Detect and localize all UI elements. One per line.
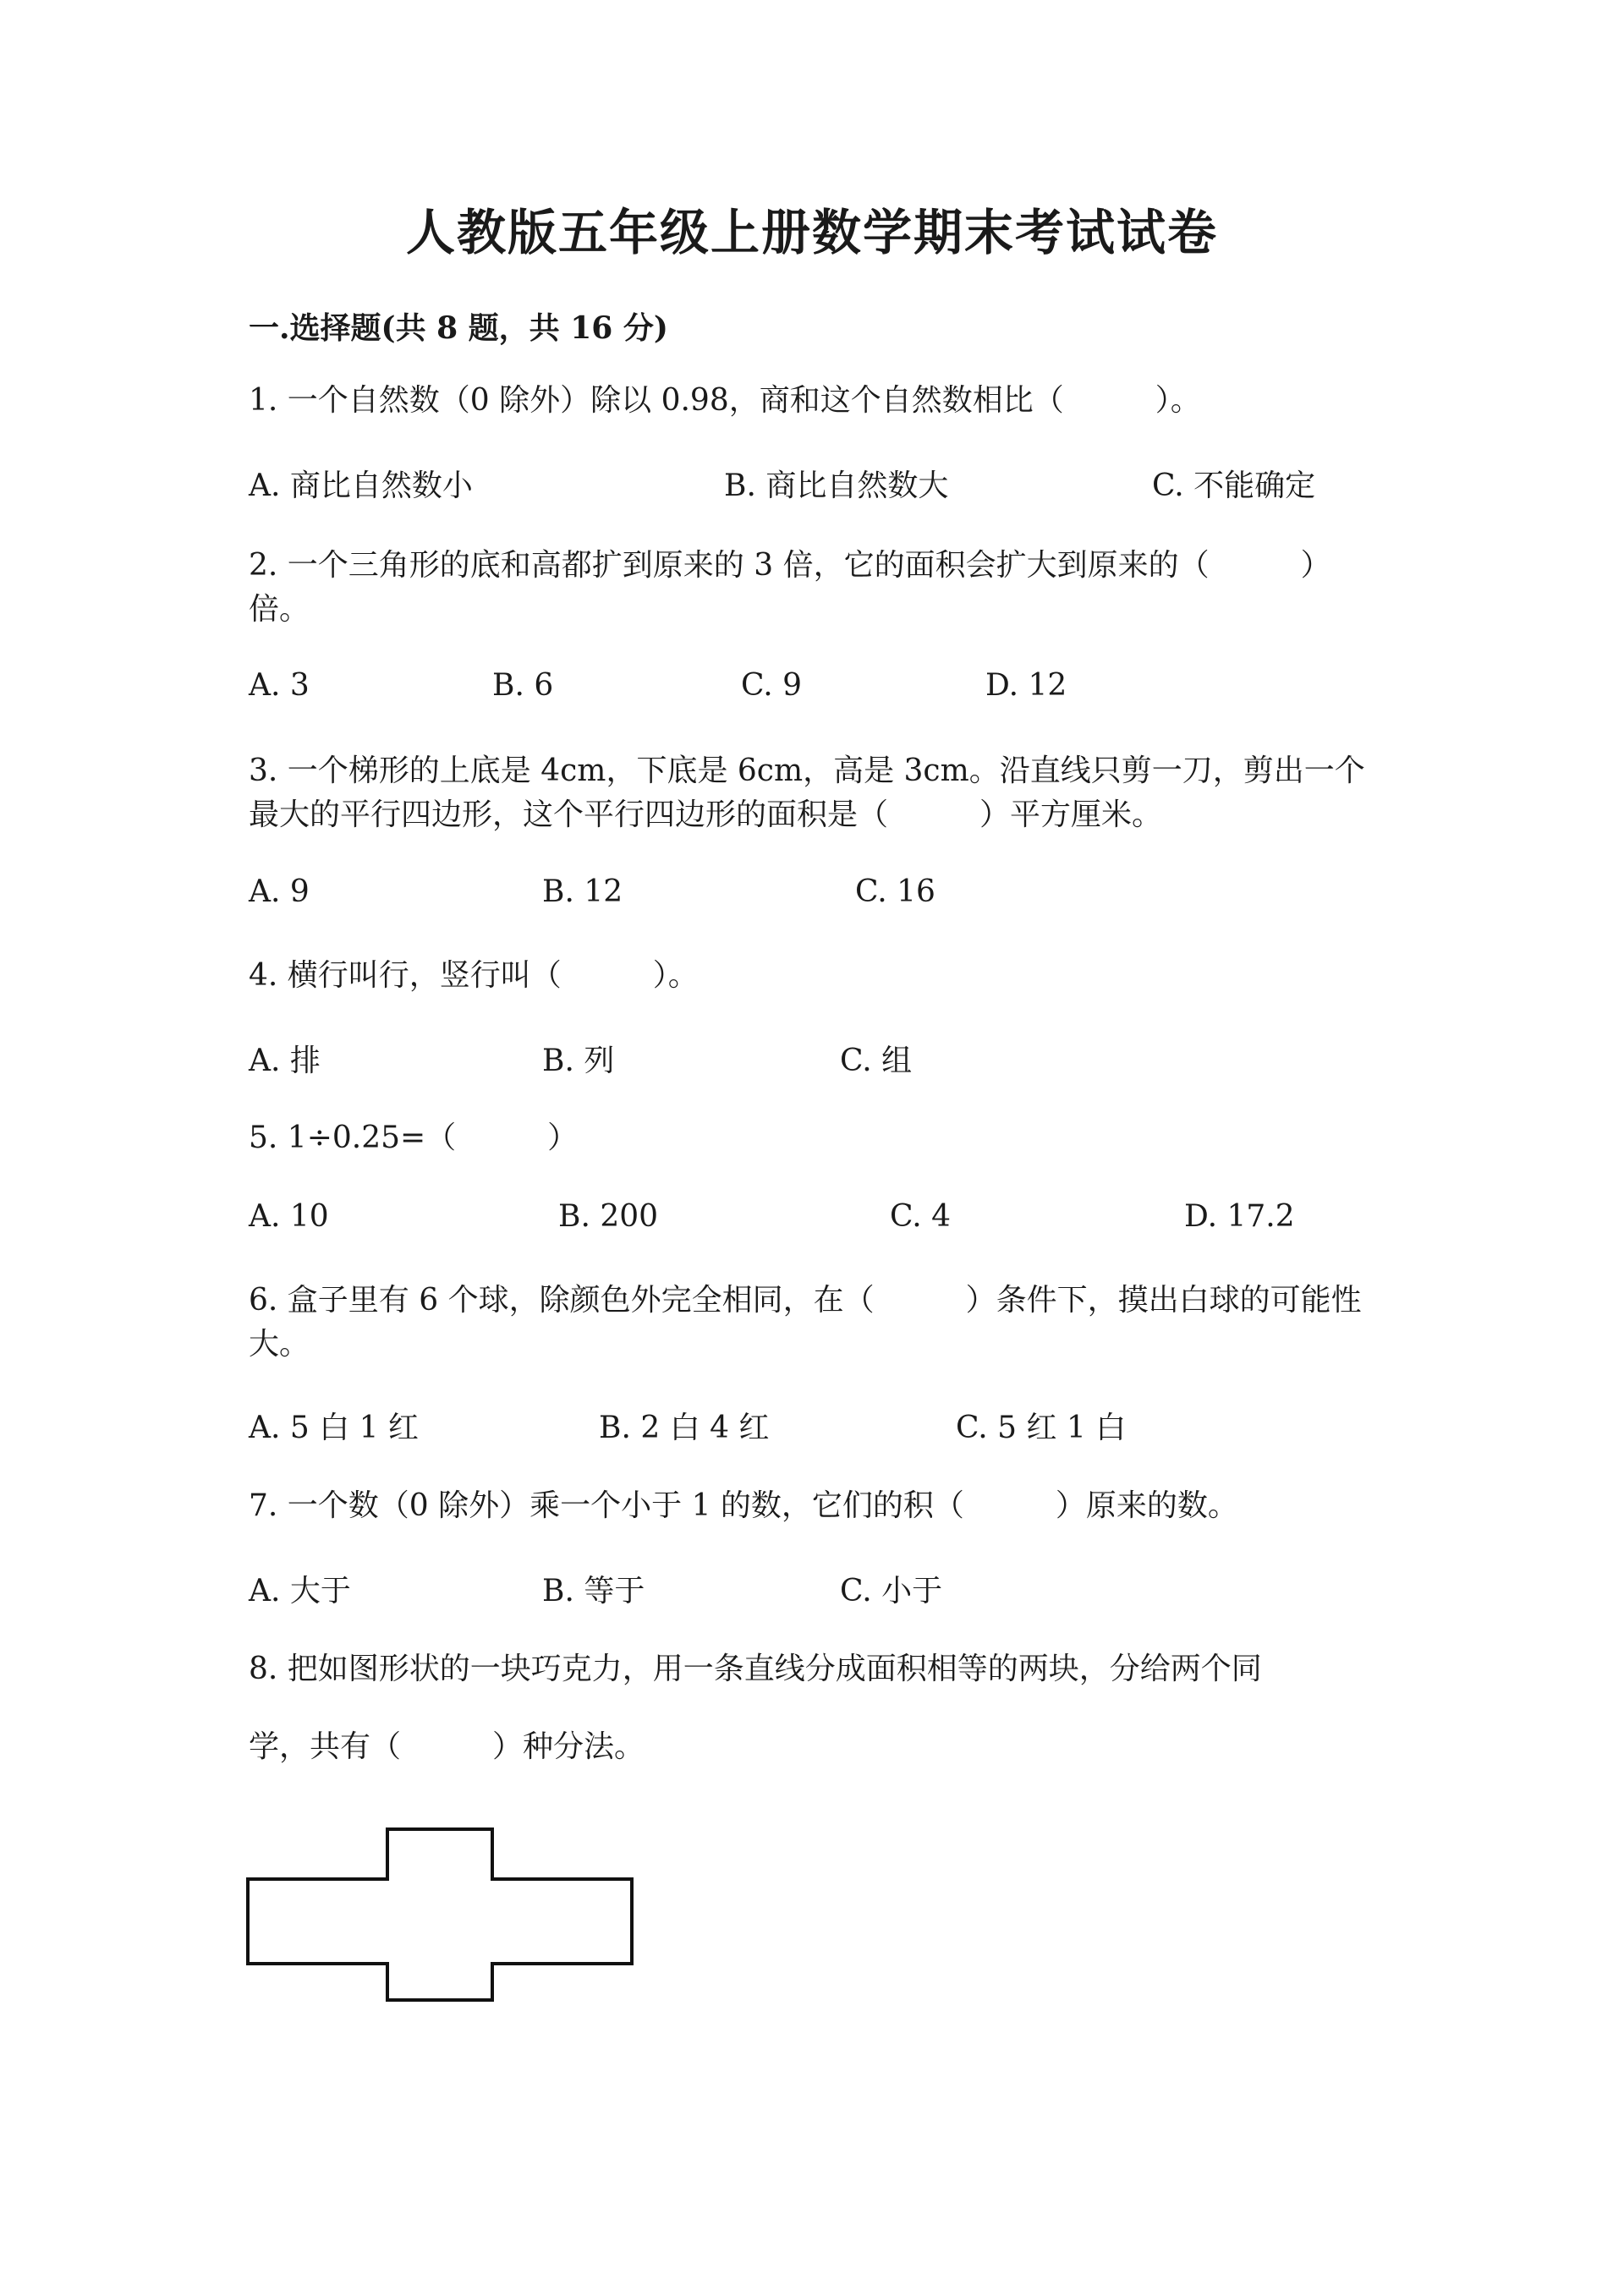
question-1: 1. 一个自然数（0 除外）除以 0.98，商和这个自然数相比（ ）。	[249, 383, 1201, 418]
q6-option-c[interactable]: C. 5 红 1 白	[956, 1411, 1127, 1445]
q7-option-b[interactable]: B. 等于	[542, 1574, 645, 1608]
q2-option-a[interactable]: A. 3	[249, 668, 310, 703]
q4-option-a[interactable]: A. 排	[249, 1044, 321, 1078]
q7-option-a[interactable]: A. 大于	[249, 1574, 351, 1608]
section-heading: 一.选择题(共 8 题，共 16 分)	[249, 310, 668, 346]
q2-option-c[interactable]: C. 9	[741, 668, 803, 703]
page-title: 人教版五年级上册数学期末考试试卷	[405, 204, 1218, 261]
q2-option-b[interactable]: B. 6	[492, 668, 554, 703]
q3-option-b[interactable]: B. 12	[542, 874, 623, 909]
q5-option-b[interactable]: B. 200	[558, 1199, 659, 1234]
question-3: 3. 一个梯形的上底是 4cm，下底是 6cm，高是 3cm。沿直线只剪一刀，剪出一个最大的平行四边形，这个平行四边形的面积是（ ）平方厘米。	[249, 753, 1365, 832]
q3-option-a[interactable]: A. 9	[249, 874, 310, 909]
question-8-line-1: 8. 把如图形状的一块巧克力，用一条直线分成面积相等的两块，分给两个同	[249, 1652, 1262, 1686]
q5-option-d[interactable]: D. 17.2	[1184, 1199, 1295, 1234]
q7-option-c[interactable]: C. 小于	[840, 1574, 943, 1608]
question-5: 5. 1÷0.25=（ ）	[249, 1121, 579, 1155]
question-6: 6. 盒子里有 6 个球，除颜色外完全相同，在（ ）条件下，摸出白球的可能性大。	[249, 1283, 1362, 1362]
q5-option-a[interactable]: A. 10	[249, 1199, 329, 1234]
question-7: 7. 一个数（0 除外）乘一个小于 1 的数，它们的积（ ）原来的数。	[249, 1488, 1238, 1523]
q1-option-b[interactable]: B. 商比自然数大	[724, 469, 949, 503]
q3-option-c[interactable]: C. 16	[855, 874, 935, 909]
chocolate-cross-figure	[245, 1827, 643, 2004]
q6-option-b[interactable]: B. 2 白 4 红	[599, 1411, 770, 1445]
question-8-line-2: 学，共有（ ）种分法。	[249, 1729, 645, 1764]
q4-option-b[interactable]: B. 列	[542, 1044, 615, 1078]
q1-option-c[interactable]: C. 不能确定	[1152, 469, 1316, 503]
cross-shape-outline	[248, 1829, 632, 2000]
q5-option-c[interactable]: C. 4	[890, 1199, 952, 1234]
q2-option-d[interactable]: D. 12	[985, 668, 1067, 703]
question-2: 2. 一个三角形的底和高都扩到原来的 3 倍，它的面积会扩大到原来的（ ）倍。	[249, 548, 1331, 627]
q6-option-a[interactable]: A. 5 白 1 红	[249, 1411, 420, 1445]
q1-option-a[interactable]: A. 商比自然数小	[249, 469, 473, 503]
question-4: 4. 横行叫行，竖行叫（ ）。	[249, 958, 699, 993]
q4-option-c[interactable]: C. 组	[840, 1044, 913, 1078]
